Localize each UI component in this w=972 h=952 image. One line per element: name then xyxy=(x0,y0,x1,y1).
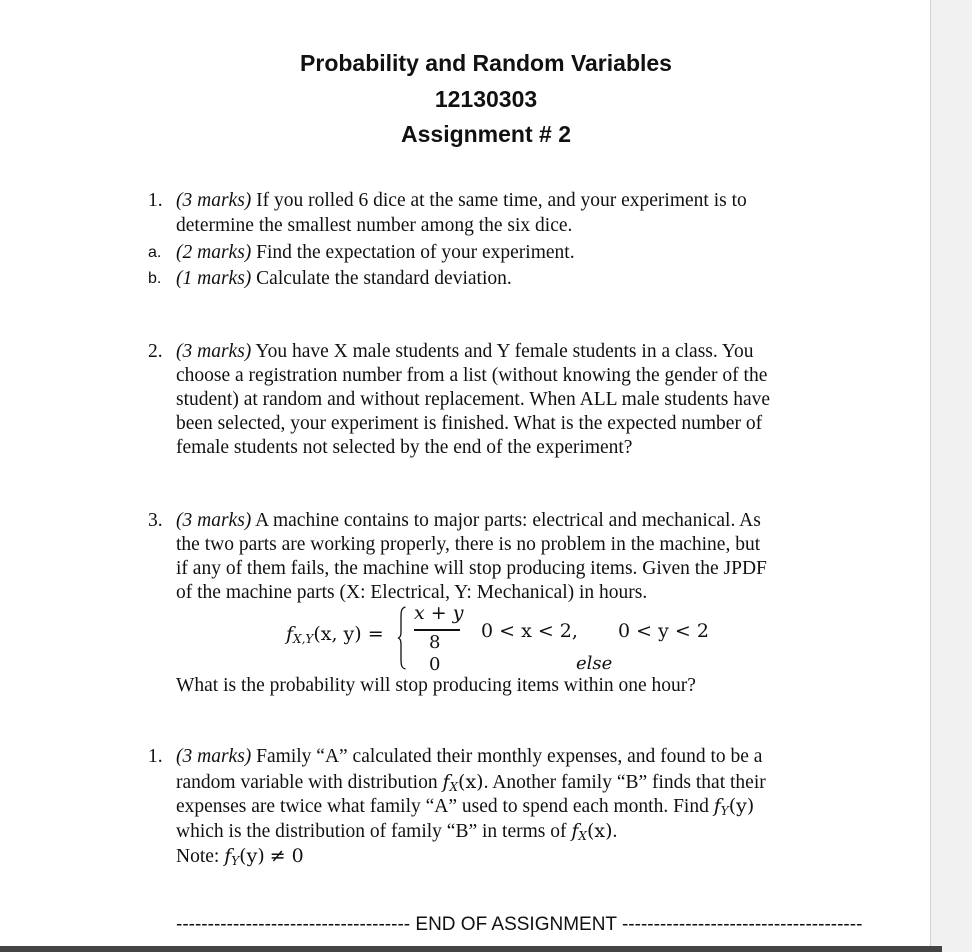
q4-text1: Family “A” calculated their monthly expenses, and found to be a xyxy=(251,746,763,767)
q4-number: 1. xyxy=(148,746,163,767)
q1a-label: a. xyxy=(148,244,162,261)
q1a-text: Find the expectation of your experiment. xyxy=(251,242,575,263)
q1-text1: If you rolled 6 dice at the same time, and your experiment is to xyxy=(251,190,747,211)
end-dashes-right: -------------------------------------- xyxy=(621,914,863,935)
q3-line2: the two parts are working properly, there is no problem in the machine, but xyxy=(176,534,761,555)
q3-text1: A machine contains to major parts: electrical and mechanical. As xyxy=(251,510,761,531)
end-dashes-left: ------------------------------------- xyxy=(176,914,411,935)
q1b-label: b. xyxy=(148,270,162,287)
fraction-bar xyxy=(414,629,460,631)
formula-cond2: 0 < y < 2 xyxy=(618,620,709,642)
end-of-assignment xyxy=(176,914,863,936)
q2-marks: (3 marks) xyxy=(176,341,252,362)
q1-line2: determine the smallest number among the six dice. xyxy=(176,215,573,236)
q1-line1 xyxy=(176,189,747,213)
q3-line3: if any of them fails, the machine will stop producing items. Given the JPDF xyxy=(176,558,767,579)
q2-line1 xyxy=(176,340,754,364)
q4-note: Note: fY(y) ≠ 0 xyxy=(176,845,304,868)
q3-line4: of the machine parts (X: Electrical, Y: Mechanical) in hours. xyxy=(176,582,648,603)
q3-line1 xyxy=(176,509,761,533)
q4-line1 xyxy=(176,745,762,769)
q4-line2: random variable with distribution fX(x). Another family “B” finds that their xyxy=(176,771,766,794)
formula-numerator: x + y xyxy=(414,602,464,624)
q2-number: 2. xyxy=(148,341,163,362)
q1a-marks: (2 marks) xyxy=(176,242,252,263)
formula-denominator: 8 xyxy=(429,632,441,653)
q2-text1: You have X male students and Y female students in a class. You xyxy=(251,341,754,362)
q3-question: What is the probability will stop producing items within one hour? xyxy=(176,675,696,696)
assignment-title: Assignment # 2 xyxy=(401,121,571,147)
q1a-line xyxy=(176,241,575,265)
q1b-text: Calculate the standard deviation. xyxy=(251,268,512,289)
q4-line4: which is the distribution of family “B” in terms of fX(x). xyxy=(176,820,618,843)
q2-line3: student) at random and without replacement. When ALL male students have xyxy=(176,389,771,410)
q1-marks: (3 marks) xyxy=(176,190,252,211)
q4-marks: (3 marks) xyxy=(176,746,252,767)
q3-number: 3. xyxy=(148,510,163,531)
q1-number: 1. xyxy=(148,190,163,211)
course-code: 12130303 xyxy=(434,86,538,112)
formula-else: else xyxy=(576,653,613,674)
q3-marks: (3 marks) xyxy=(176,510,252,531)
q1b-marks: (1 marks) xyxy=(176,268,252,289)
q2-line5: female students not selected by the end of the experiment? xyxy=(176,437,633,458)
formula-cond1: 0 < x < 2, xyxy=(481,620,578,642)
q2-line4: been selected, your experiment is finished. What is the expected number of xyxy=(176,413,763,434)
end-text: END OF ASSIGNMENT xyxy=(415,914,617,935)
bottom-bar xyxy=(0,946,942,952)
formula-brace xyxy=(398,606,406,670)
q4-line3: expenses are twice what family “A” used to spend each month. Find fY(y) xyxy=(176,795,755,818)
formula-lhs: fX,Y(x, y) = xyxy=(286,623,384,646)
course-title: Probability and Random Variables xyxy=(300,50,672,76)
q1b-line xyxy=(176,267,512,291)
formula-zero: 0 xyxy=(429,654,441,675)
q2-line2: choose a registration number from a list (without knowing the gender of the xyxy=(176,365,768,386)
